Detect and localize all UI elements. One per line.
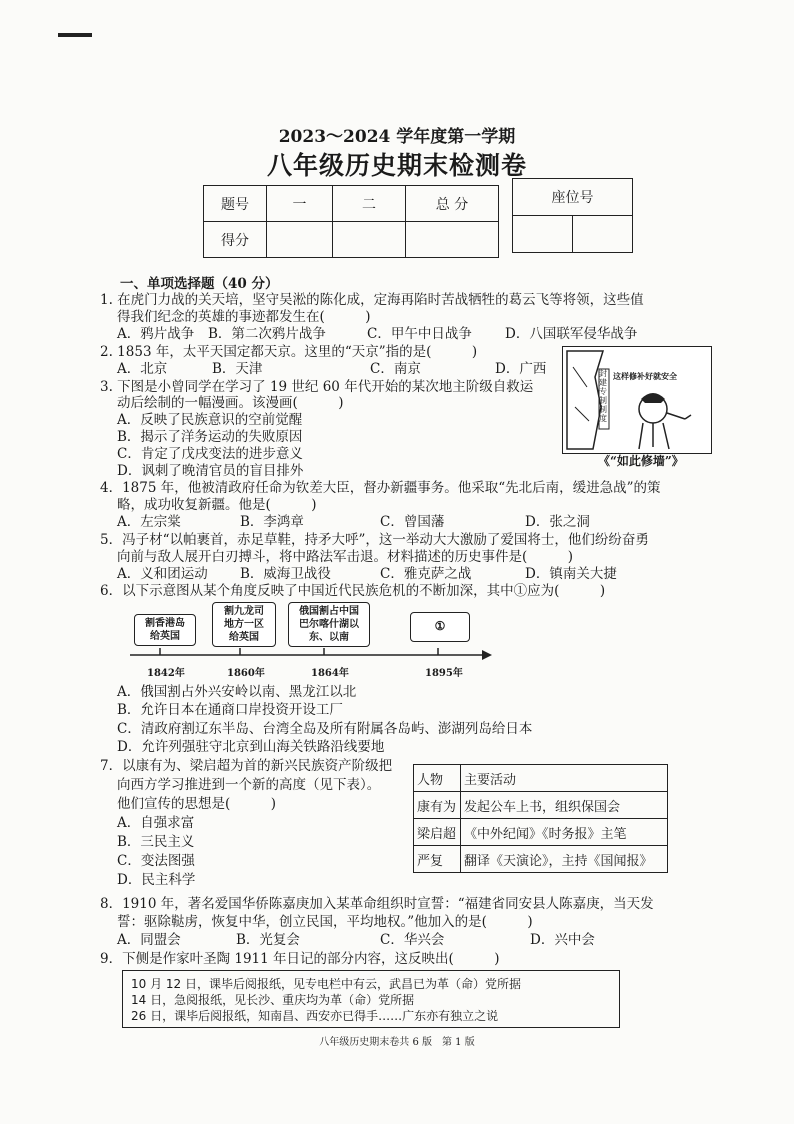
- q2-option-a[interactable]: A．北京: [117, 361, 168, 377]
- reformers-row-1-person: 康有为: [414, 792, 461, 819]
- score-cell-2[interactable]: [333, 222, 406, 258]
- q1-stem-2: 得我们纪念的英雄的事迹都发生在( ): [117, 309, 371, 325]
- q3-option-d[interactable]: D．讽刺了晚清官员的盲目排外: [117, 463, 304, 479]
- timeline-year-1895: 1895年: [425, 668, 463, 679]
- cartoon-drawing: [563, 347, 711, 453]
- q6-option-c[interactable]: C．清政府割辽东半岛、台湾全岛及所有附属各岛屿、澎湖列岛给日本: [117, 721, 533, 737]
- q7-option-c[interactable]: C．变法图强: [117, 853, 195, 869]
- q1-option-b[interactable]: B．第二次鸦片战争: [208, 326, 326, 342]
- corner-mark: [58, 33, 92, 37]
- score-header-label: 题号: [204, 186, 267, 222]
- q5-option-a[interactable]: A．义和团运动: [117, 566, 208, 582]
- timeline-year-1842: 1842年: [147, 668, 185, 679]
- seat-cell-1[interactable]: [513, 216, 573, 253]
- q6-option-a[interactable]: A．俄国割占外兴安岭以南、黑龙江以北: [117, 684, 357, 700]
- diary-line-2: 14 日，急阅报纸，见长沙、重庆均为革（命）党所据: [131, 993, 415, 1007]
- seat-table: [512, 178, 633, 253]
- score-cell-total[interactable]: [406, 222, 499, 258]
- cartoon-image: [562, 346, 712, 454]
- score-cell-1[interactable]: [267, 222, 333, 258]
- score-header-1: 一: [267, 186, 333, 222]
- exam-title: 八年级历史期末检测卷: [266, 151, 527, 180]
- q3-option-a[interactable]: A．反映了民族意识的空前觉醒: [117, 412, 303, 428]
- score-table: [203, 185, 499, 258]
- q2-option-c[interactable]: C．南京: [370, 361, 421, 377]
- score-header-total: 总 分: [406, 186, 499, 222]
- q8-stem-2: 誓：驱除鞑虏，恢复中华，创立民国，平均地权。”他加入的是( ): [117, 914, 533, 930]
- timeline-event-1860: 割九龙司 地方一区 给英国: [212, 602, 276, 647]
- q7-option-b[interactable]: B．三民主义: [117, 834, 195, 850]
- q2-option-d[interactable]: D．广西: [495, 361, 547, 377]
- q5-option-c[interactable]: C．雅克萨之战: [380, 566, 472, 582]
- q8-option-b[interactable]: B．光复会: [236, 932, 300, 948]
- cartoon-caption: 《“如此修墙”》: [598, 454, 684, 468]
- reformers-header-activity: 主要活动: [461, 765, 668, 792]
- q3-option-b[interactable]: B．揭示了洋务运动的失败原因: [117, 429, 303, 445]
- timeline-event-1842: 割香港岛 给英国: [134, 614, 196, 646]
- timeline-year-1864: 1864年: [311, 668, 349, 679]
- reformers-row-3-activity: 翻译《天演论》，主持《国闻报》: [461, 846, 668, 873]
- q6-stem: 6．以下示意图从某个角度反映了中国近代民族危机的不断加深，其中①应为( ): [100, 583, 606, 599]
- cartoon-speech: 这样修补好就安全: [613, 371, 677, 381]
- q8-option-c[interactable]: C．华兴会: [380, 932, 445, 948]
- q5-option-b[interactable]: B．威海卫战役: [240, 566, 331, 582]
- timeline-axis: [128, 648, 494, 662]
- timeline-event-1864: 俄国割占中国 巴尔喀什湖以 东、以南: [288, 602, 370, 647]
- section-heading: 一、单项选择题（40 分）: [120, 276, 279, 292]
- q6-option-d[interactable]: D．允许列强驻守北京到山海关铁路沿线要地: [117, 739, 385, 755]
- q4-stem-2: 略，成功收复新疆。他是( ): [117, 497, 317, 513]
- diary-line-3: 26 日，课毕后阅报纸，知南昌、西安亦已得手……广东亦有独立之说: [131, 1009, 499, 1023]
- reformers-row-2-activity: 《中外纪闻》《时务报》主笔: [461, 819, 668, 846]
- reformers-row-3-person: 严复: [414, 846, 461, 873]
- q8-option-d[interactable]: D．兴中会: [530, 932, 595, 948]
- q4-stem-1: 4．1875 年，他被清政府任命为钦差大臣，督办新疆事务。他采取“先北后南，缓进急战”的策: [100, 480, 661, 496]
- diary-line-1: 10 月 12 日，课毕后阅报纸，见专电栏中有云，武昌已为革（命）党所据: [131, 977, 521, 991]
- q8-stem-1: 8．1910 年，著名爱国华侨陈嘉庚加入某革命组织时宣誓：“福建省同安县人陈嘉庚，当天发: [100, 896, 654, 912]
- q5-stem-2: 向前与敌人展开白刃搏斗，将中路法军击退。材料描述的历史事件是( ): [117, 549, 574, 565]
- q4-option-d[interactable]: D．张之洞: [525, 514, 590, 530]
- reformers-table: [413, 764, 668, 873]
- timeline-event-1895: ①: [410, 612, 470, 642]
- score-row-label: 得分: [204, 222, 267, 258]
- q1-option-d[interactable]: D．八国联军侵华战争: [505, 326, 638, 342]
- q1-stem-1: 1. 在虎门力战的关天培，坚守吴淞的陈化成，定海再陷时苦战牺牲的葛云飞等将领，这些值: [100, 292, 644, 308]
- seat-cell-2[interactable]: [573, 216, 633, 253]
- q2-stem: 2. 1853 年，太平天国定都天京。这里的“天京”指的是( ): [100, 344, 478, 360]
- q4-option-a[interactable]: A．左宗棠: [117, 514, 181, 530]
- q7-stem-3: 他们宣传的思想是( ): [117, 796, 277, 812]
- q5-stem-1: 5．冯子材“以帕裹首，赤足草鞋，持矛大呼”，这一举动大大激励了爱国将士，他们纷纷奋勇: [100, 532, 649, 548]
- q1-option-a[interactable]: A．鸦片战争: [117, 326, 195, 342]
- timeline-year-1860: 1860年: [227, 668, 265, 679]
- q4-option-b[interactable]: B．李鸿章: [240, 514, 304, 530]
- q7-option-a[interactable]: A．自强求富: [117, 815, 195, 831]
- q1-option-c[interactable]: C．甲午中日战争: [367, 326, 472, 342]
- q5-option-d[interactable]: D．镇南关大捷: [525, 566, 617, 582]
- diary-excerpt: [122, 970, 620, 1028]
- seat-label: 座位号: [513, 179, 633, 216]
- exam-term-title: 2023～2024 学年度第一学期: [278, 127, 516, 147]
- q7-stem-2: 向西方学习推进到一个新的高度（见下表）。: [117, 777, 381, 793]
- reformers-row-1-activity: 发起公车上书，组织保国会: [461, 792, 668, 819]
- q7-option-d[interactable]: D．民主科学: [117, 872, 196, 888]
- reformers-row-2-person: 梁启超: [414, 819, 461, 846]
- q3-option-c[interactable]: C．肯定了戊戌变法的进步意义: [117, 446, 303, 462]
- q3-stem-2: 动后绘制的一幅漫画。该漫画( ): [117, 395, 344, 411]
- q9-stem: 9．下侧是作家叶圣陶 1911 年日记的部分内容，这反映出( ): [100, 951, 500, 967]
- page-footer: 八年级历史期末卷共 6 版 第 1 版: [319, 1037, 475, 1048]
- q3-stem-1: 3. 下图是小曾同学在学习了 19 世纪 60 年代开始的某次地主阶级自救运: [100, 379, 534, 395]
- reformers-header-person: 人物: [414, 765, 461, 792]
- q4-option-c[interactable]: C．曾国藩: [380, 514, 445, 530]
- q7-stem-1: 7．以康有为、梁启超为首的新兴民族资产阶级把: [100, 758, 393, 774]
- score-header-2: 二: [333, 186, 406, 222]
- q2-option-b[interactable]: B．天津: [212, 361, 263, 377]
- q8-option-a[interactable]: A．同盟会: [117, 932, 181, 948]
- cartoon-wall-label: 封建专制制度: [599, 369, 607, 423]
- q6-option-b[interactable]: B．允许日本在通商口岸投资开设工厂: [117, 702, 343, 718]
